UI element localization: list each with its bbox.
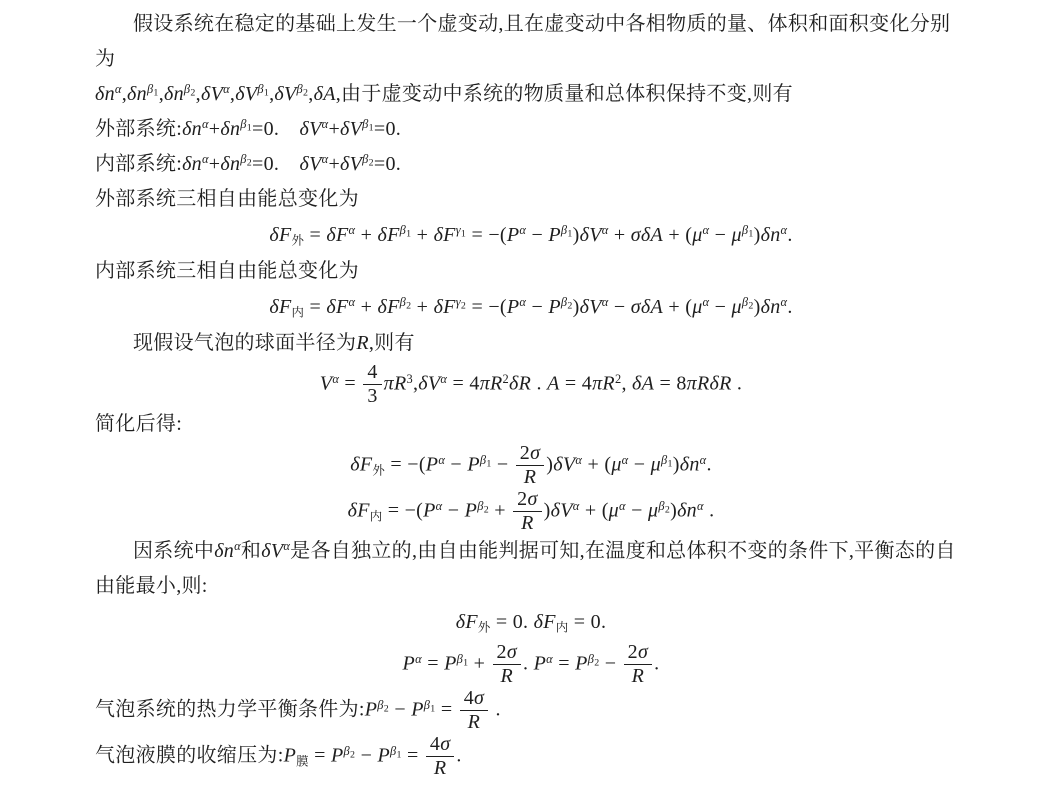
paragraph-line: $\delta n^\alpha,\delta n^{\beta_1},\delta n^{\beta_2},\delta V^\alpha,\delta V^{\beta_1},\delta V^{\beta_2},\delta A$,由于虚变动中系统的物质量和总体积保持不变,则有 (95, 82, 793, 105)
paragraph-line: 外部系统$:\delta n^\alpha+\delta n^{\beta_1}=0$. $\delta V^\alpha+\delta V^{\beta_1}=0$. (95, 117, 402, 140)
equation-line: $\delta F_外 = \delta F^\alpha + \delta F^{\beta_1} + \delta F^{\gamma_1} = -(P^\alpha - P^{\beta_1})\delta V^\alpha + \sigma\delta A + (\mu^\alpha - \mu^{\beta_1})\delta n^\alpha$. (269, 223, 793, 248)
fraction: $\frac{2\sigma}{R}$ (516, 442, 544, 488)
fraction: $\frac{4}{3}$ (363, 361, 381, 407)
paragraph-line: 气泡液膜的收缩压为$:P_膜 = P^{\beta_2} - P^{\beta_1}$ = $\frac{4\sigma}{R}$ . (95, 733, 462, 779)
paragraph-line: 假设系统在稳定的基础上发生一个虚变动,且在虚变动中各相物质的量、体积和面积变化分别为 (95, 13, 951, 70)
equation-line: $\delta F_内 = \delta F^\alpha + \delta F^{\beta_2} + \delta F^{\gamma_2} = -(P^\alpha - P^{\beta_2})\delta V^\alpha - \sigma\delta A + (\mu^\alpha - \mu^{\beta_2})\delta n^\alpha$. (269, 295, 793, 320)
equation-line: $V^\alpha$ = $\frac{4}{3}$ $\pi R^3,\delta V^\alpha = 4\pi R^2\delta R$ . $A = 4\pi R^2$, δA = 8πRδR . (319, 361, 743, 407)
paragraph-line: 外部系统三相自由能总变化为 (95, 188, 359, 210)
paragraph-line: 气泡系统的热力学平衡条件为$:P^{\beta_2} - P^{\beta_1}$ = $\frac{4\sigma}{R}$ . (95, 687, 501, 733)
paragraph-line: 现假设气泡的球面半径为R,则有 (133, 332, 415, 354)
fraction: $\frac{4\sigma}{R}$ (460, 687, 488, 733)
paragraph-line: 内部系统$:\delta n^\alpha+\delta n^{\beta_2}=0$. $\delta V^\alpha+\delta V^{\beta_2}=0$. (95, 152, 402, 175)
paragraph-line: 因系统中$\delta n^\alpha$和$\delta V^\alpha$是各自独立的,由自由能判据可知,在温度和总体积不变的条件下,平衡态的自由能最小,则: (95, 539, 956, 597)
equation-line: $\delta F_内 = -(P^\alpha - P^{\beta_2}$ + $\frac{2\sigma}{R}$ )$\delta V^\alpha + (\mu^\alpha - \mu^{\beta_2})\delta n^\alpha$ . (347, 488, 715, 534)
paragraph-line: 内部系统三相自由能总变化为 (95, 260, 359, 282)
fraction: $\frac{2\sigma}{R}$ (493, 641, 521, 687)
equation-line: $\delta F_外 = 0$. $\delta F_内 = 0$. (455, 611, 607, 635)
fraction: $\frac{2\sigma}{R}$ (624, 641, 652, 687)
fraction: $\frac{4\sigma}{R}$ (426, 733, 454, 779)
equation-line: $\delta F_外 = -(P^\alpha - P^{\beta_1}$ − $\frac{2\sigma}{R}$ )$\delta V^\alpha + (\mu^\alpha - \mu^{\beta_1})\delta n^\alpha$. (350, 442, 712, 488)
fraction: $\frac{2\sigma}{R}$ (513, 488, 541, 534)
paragraph-line: 简化后得: (95, 413, 183, 435)
equation-line: $P^\alpha = P^{\beta_1}$ + $\frac{2\sigma}{R}$ . $P^\alpha = P^{\beta_2}$ − $\frac{2\sigma}{R}$ . (402, 641, 660, 687)
document-body (0, 7, 1055, 779)
